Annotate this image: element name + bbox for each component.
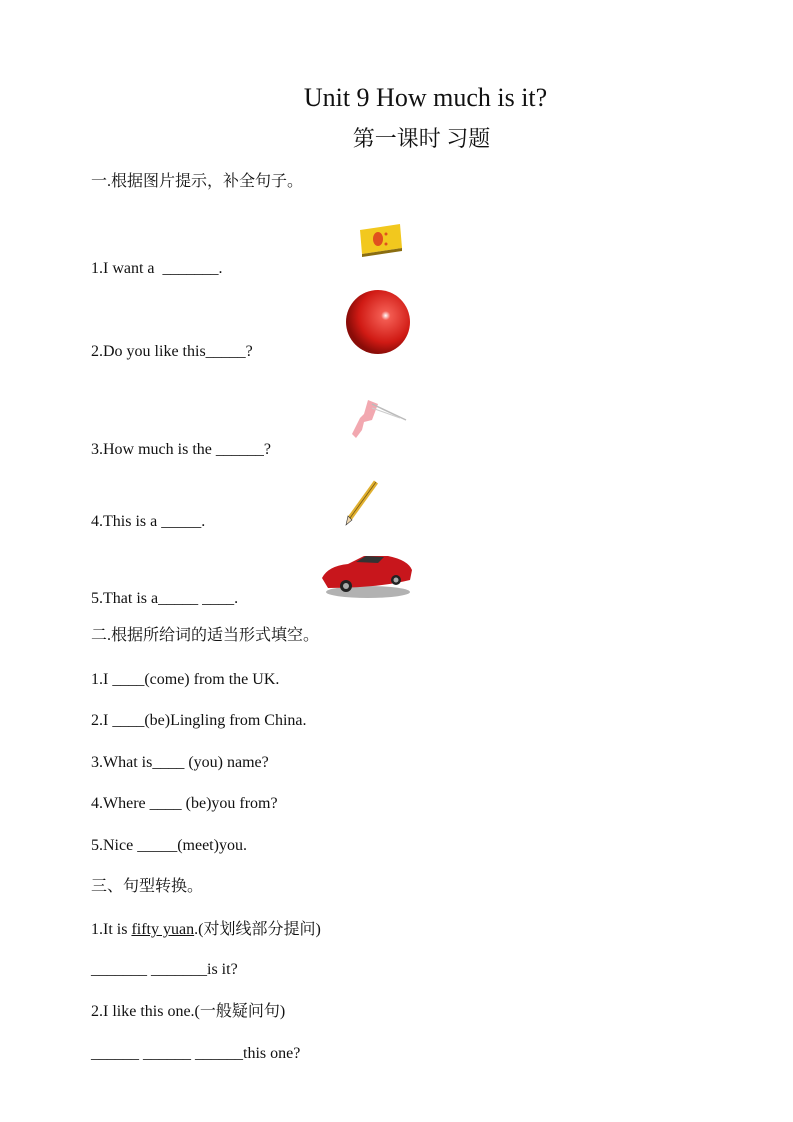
pencil-sharpener-picture — [350, 396, 410, 444]
exercise-item: 2.I ____(be)Lingling from China. — [91, 712, 307, 729]
section3-heading: 三、句型转换。 — [91, 878, 204, 895]
exercise-item: 2.I like this one.(一般疑问句) — [91, 1003, 286, 1020]
exercise-item: 4.Where ____ (be)you from? — [91, 795, 278, 812]
q1-prefix: 1.It is — [91, 921, 132, 938]
pencil-picture — [342, 478, 382, 528]
exercise-item — [91, 920, 321, 940]
answer-line: _______ _______is it? — [91, 961, 238, 978]
red-car-picture — [318, 550, 416, 600]
exercise-item: 4.This is a _____. — [91, 513, 206, 530]
eraser-picture — [356, 222, 404, 258]
page-subtitle: 第一课时 习题 — [352, 126, 491, 151]
exercise-item: 1.I want a _______. — [91, 260, 223, 277]
section2-heading: 二.根据所给词的适当形式填空。 — [91, 627, 320, 644]
answer-line: ______ ______ ______this one? — [91, 1045, 301, 1062]
exercise-item: 1.I ____(come) from the UK. — [91, 671, 280, 688]
q1-underlined-phrase: fifty yuan — [131, 921, 195, 938]
exercise-item: 3.How much is the ______? — [91, 441, 271, 458]
ball-picture — [344, 288, 412, 356]
q1-suffix: .(对划线部分提问) — [194, 921, 321, 938]
page-title: Unit 9 How much is it? — [303, 83, 548, 112]
exercise-item: 5.Nice _____(meet)you. — [91, 837, 247, 854]
exercise-item: 3.What is____ (you) name? — [91, 754, 269, 771]
exercise-item: 5.That is a_____ ____. — [91, 590, 239, 607]
section1-heading: 一.根据图片提示，补全句子。 — [91, 173, 304, 190]
exercise-item: 2.Do you like this_____? — [91, 343, 253, 360]
